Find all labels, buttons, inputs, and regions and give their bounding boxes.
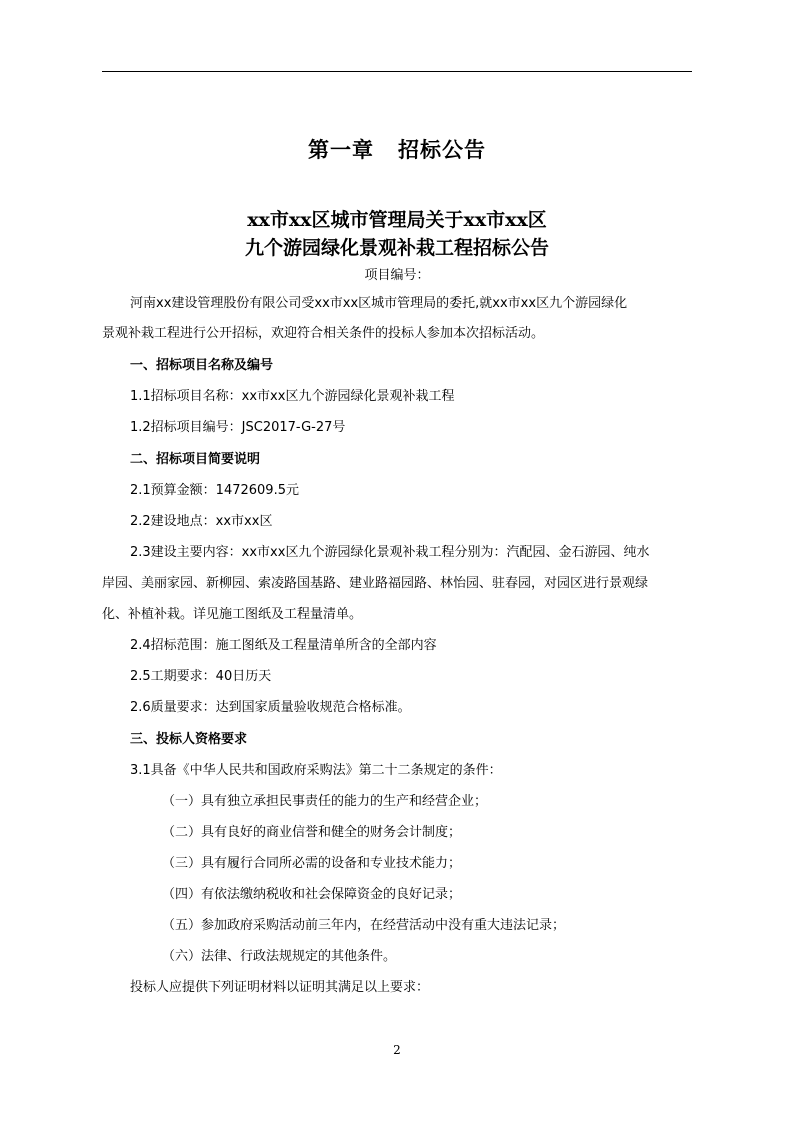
tender-scope: 2.4招标范围：施工图纸及工程量清单所含的全部内容	[130, 638, 437, 653]
chapter-heading	[0, 134, 794, 164]
announcement-title-line-2: 九个游园绿化景观补栽工程招标公告	[244, 237, 549, 259]
section-2-heading: 二、招标项目简要说明	[130, 452, 261, 467]
page-number: 2	[393, 1043, 401, 1057]
condition-item-1: （一）具有独立承担民事责任的能力的生产和经营企业；	[162, 794, 488, 809]
intro-paragraph-line-1: 河南xx建设管理股份有限公司受xx市xx区城市管理局的委托,就xx市xx区九个游园绿化	[130, 296, 628, 311]
condition-item-6: （六）法律、行政法规规定的其他条件。	[162, 949, 397, 964]
header-rule	[102, 71, 692, 72]
section-1-heading: 一、招标项目名称及编号	[130, 358, 274, 373]
chapter-number: 第一章	[308, 138, 374, 162]
project-name: 1.1招标项目名称：xx市xx区九个游园绿化景观补栽工程	[130, 389, 455, 404]
condition-item-4: （四）有依法缴纳税收和社会保障资金的良好记录；	[162, 887, 462, 902]
construction-content-line-3: 化、补植补栽。详见施工图纸及工程量清单。	[102, 607, 363, 622]
construction-location: 2.2建设地点：xx市xx区	[130, 514, 273, 529]
project-code: 1.2招标项目编号：JSC2017-G-27号	[130, 420, 346, 435]
intro-paragraph-line-2: 景观补栽工程进行公开招标，欢迎符合相关条件的投标人参加本次招标活动。	[102, 326, 545, 341]
condition-item-3: （三）具有履行合同所必需的设备和专业技术能力；	[162, 856, 462, 871]
construction-content-line-1: 2.3建设主要内容：xx市xx区九个游园绿化景观补栽工程分别为：汽配园、金石游园、纯水	[130, 545, 650, 560]
section-3-heading: 三、投标人资格要求	[130, 732, 248, 747]
qualification-3-1: 3.1具备《中华人民共和国政府采购法》第二十二条规定的条件：	[130, 763, 502, 778]
construction-content-line-2: 岸园、美丽家园、新柳园、索凌路国基路、建业路福园路、林怡园、驻春园，对园区进行景观绿	[102, 576, 649, 591]
proof-requirement: 投标人应提供下列证明材料以证明其满足以上要求：	[130, 980, 430, 995]
condition-item-5: （五）参加政府采购活动前三年内，在经营活动中没有重大违法记录；	[162, 918, 566, 933]
budget-amount: 2.1预算金额：1472609.5元	[130, 483, 299, 498]
construction-period: 2.5工期要求：40日历天	[130, 669, 272, 684]
quality-requirement: 2.6质量要求：达到国家质量验收规范合格标准。	[130, 700, 411, 715]
announcement-title-line-1: xx市xx区城市管理局关于xx市xx区	[247, 209, 547, 231]
project-number-label: 项目编号：	[364, 268, 430, 283]
chapter-title: 招标公告	[398, 138, 486, 162]
condition-item-2: （二）具有良好的商业信誉和健全的财务会计制度；	[162, 825, 462, 840]
